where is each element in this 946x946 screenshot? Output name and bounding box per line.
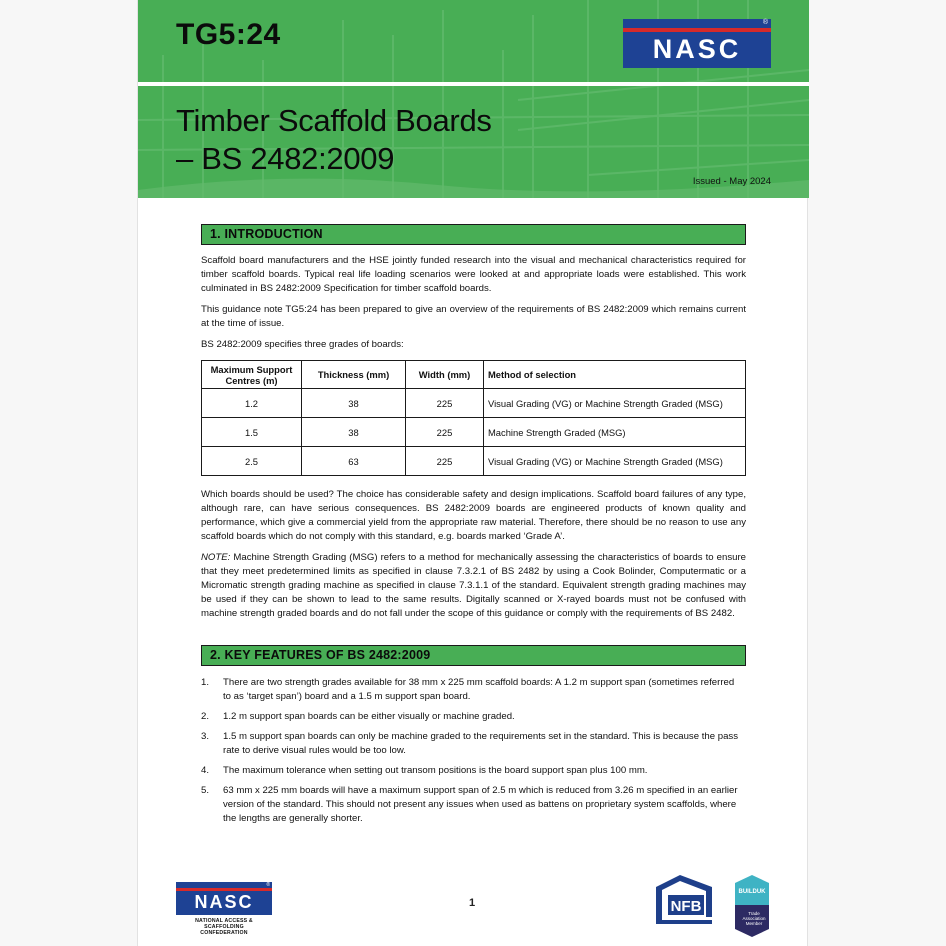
list-item <box>201 764 741 778</box>
svg-text:Association: Association <box>742 916 766 921</box>
banner-divider <box>138 82 809 86</box>
buildinguk-badge-icon <box>735 875 769 937</box>
table-row <box>202 389 746 418</box>
footer-nasc-logo <box>176 882 272 936</box>
svg-text:Trade: Trade <box>748 911 760 916</box>
nasc-full-name <box>176 918 272 936</box>
table-header-row <box>202 361 746 389</box>
registered-mark: ® <box>266 882 270 888</box>
cell-width: 225 <box>406 418 484 447</box>
column-header-thickness: Thickness (mm) <box>302 361 406 389</box>
list-text: There are two strength grades available for 38 mm x 225 mm scaffold boards: A 1.2 m support span (sometimes referred to as ‘target span’) board and a 1.5 m support span board. <box>223 677 735 702</box>
issue-date: Issued - May 2024 <box>692 176 771 187</box>
board-choice-paragraph: Which boards should be used? The choice has considerable safety and design implications. Scaffold board failures of any type, although rare, can have serious consequences. BS 2482:2009 boards are engineered products of known quality and performance, which give a commercial yield from the appropriate raw material. Therefore, there should be no reason to use any scaffold boards which do not comply with this standard, e.g. boards marked ‘Grade A’. <box>201 489 746 542</box>
list-item <box>201 710 741 724</box>
key-features-list <box>201 676 746 826</box>
cell-support-centres: 2.5 <box>202 447 302 476</box>
section-heading-key-features: 2. KEY FEATURES OF BS 2482:2009 <box>201 645 746 666</box>
cell-support-centres: 1.5 <box>202 418 302 447</box>
intro-paragraph-3: BS 2482:2009 specifies three grades of boards: <box>201 339 404 350</box>
buildinguk-text: BUILDUK <box>738 889 766 895</box>
table-row <box>202 418 746 447</box>
intro-paragraph-1: Scaffold board manufacturers and the HSE jointly funded research into the visual and mechanical characteristics required for timber scaffold boards. Typical real life loading scenarios were looked at and appropriate loads were established. This work culminated in BS 2482:2009 Specification for timber scaffold boards. <box>201 255 746 294</box>
document-code: TG5:24 <box>176 18 281 51</box>
list-item <box>201 676 741 704</box>
note-text: Machine Strength Grading (MSG) refers to a method for mechanically assessing the characteristics of boards to ensure that they meet predetermined limits as specified in clause 7.3.2.1 of BS 2482 by using a Cook Bolinder, Computermatic or a Micromatic strength grading machine as specified in clause 7.3.1.1 of the standard. Equivalent strength grading machines may be used if they can be shown to lead to the same results. Digitally scanned or X-rayed boards must not be confused with machine strength graded boards and do not fall under the scope of this guidance or comply with the requirements of BS 2482. <box>201 552 746 619</box>
intro-paragraph-2: This guidance note TG5:24 has been prepared to give an overview of the requirements of BS 2482:2009 which remains current at the time of issue. <box>201 304 746 329</box>
document-body <box>201 224 746 832</box>
cell-width: 225 <box>406 389 484 418</box>
nasc-logo-box <box>176 882 272 915</box>
table-row <box>202 447 746 476</box>
cell-thickness: 63 <box>302 447 406 476</box>
header-banner <box>138 0 809 198</box>
cell-method: Visual Grading (VG) or Machine Strength Graded (MSG) <box>484 447 746 476</box>
list-number: 4. <box>201 765 210 776</box>
board-grades-table <box>201 360 746 476</box>
document-title <box>176 102 492 178</box>
title-line-2: – BS 2482:2009 <box>176 141 395 176</box>
page-number: 1 <box>469 897 476 909</box>
nasc-logo <box>623 19 771 68</box>
key-features-section <box>201 645 746 826</box>
nfb-logo-icon <box>652 873 716 929</box>
cell-support-centres: 1.2 <box>202 389 302 418</box>
list-text: 63 mm x 225 mm boards will have a maximum support span of 2.5 m which is reduced from 3.26 m specified in an earlier version of the standard. This should not present any issues when used as battens on proprietary system scaffolds, where the lengths are generally shorter. <box>223 785 738 824</box>
list-text: The maximum tolerance when setting out transom positions is the board support span plus 100 mm. <box>223 765 648 776</box>
nfb-text: NFB <box>670 898 702 915</box>
cell-thickness: 38 <box>302 389 406 418</box>
document-page <box>137 0 808 946</box>
msg-note-paragraph <box>201 551 746 621</box>
nasc-name-line-1: NATIONAL ACCESS & SCAFFOLDING <box>195 918 253 930</box>
note-label: NOTE: <box>201 552 231 563</box>
nasc-name-line-2: CONFEDERATION <box>200 930 248 936</box>
logo-red-stripe <box>176 888 272 891</box>
cell-thickness: 38 <box>302 418 406 447</box>
registered-mark: ® <box>762 19 768 26</box>
list-number: 1. <box>201 677 210 688</box>
cell-method: Visual Grading (VG) or Machine Strength Graded (MSG) <box>484 389 746 418</box>
logo-text: NASC <box>652 34 742 64</box>
list-number: 5. <box>201 785 210 796</box>
list-text: 1.5 m support span boards can only be machine graded to the requirements set in the standard. This is because the pass rate to derive visual rules would be too low. <box>223 731 738 756</box>
svg-text:Member: Member <box>745 921 763 926</box>
list-text: 1.2 m support span boards can be either visually or machine graded. <box>223 711 515 722</box>
cell-width: 225 <box>406 447 484 476</box>
column-header-method: Method of selection <box>484 361 746 389</box>
cell-method: Machine Strength Graded (MSG) <box>484 418 746 447</box>
column-header-width: Width (mm) <box>406 361 484 389</box>
logo-red-stripe <box>623 28 771 32</box>
logo-text: NASC <box>194 892 254 912</box>
list-number: 3. <box>201 731 210 742</box>
list-item <box>201 730 741 758</box>
title-line-1: Timber Scaffold Boards <box>176 103 492 138</box>
list-number: 2. <box>201 711 210 722</box>
list-item <box>201 784 741 826</box>
column-header-support-centres: Maximum Support Centres (m) <box>202 361 302 389</box>
section-heading-introduction: 1. INTRODUCTION <box>201 224 746 245</box>
